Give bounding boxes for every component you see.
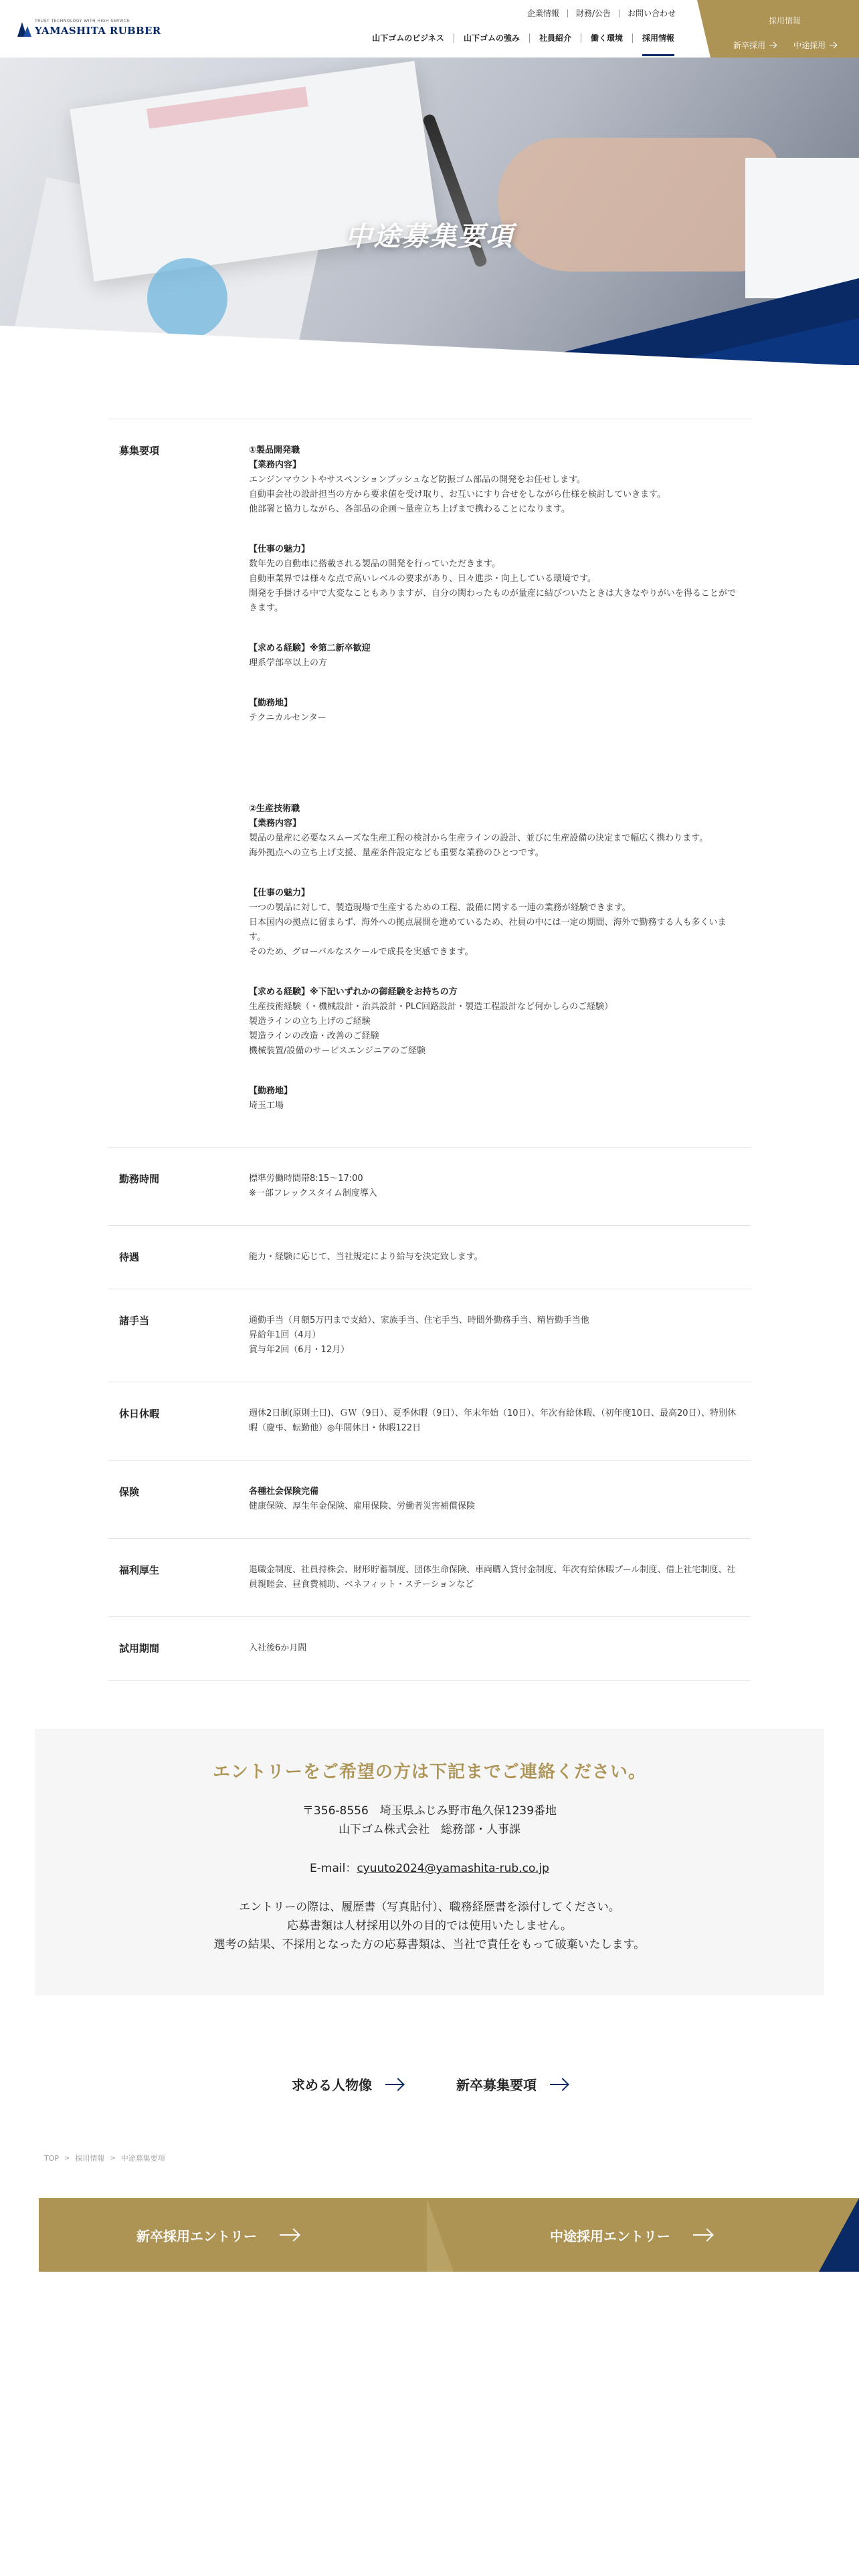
- top-link-company[interactable]: 企業情報: [527, 9, 559, 18]
- block-heading: 【求める経験】※下記いずれかの御経験をお持ちの方: [249, 987, 458, 997]
- recruit-link-new-grad-label: 新卒採用: [733, 41, 765, 50]
- logo-mark-icon: [17, 21, 32, 37]
- table-row-allowances: [108, 1289, 751, 1382]
- position-title: ②生産技術職: [249, 804, 300, 814]
- position-block: [249, 542, 737, 616]
- email-label: E-mail：: [310, 1862, 357, 1875]
- block-line: 生産技術経験（・機械設計・治具設計・PLC回路設計・製造工程設計など何かしらのご経験）: [249, 1002, 613, 1012]
- row-body: [249, 1406, 751, 1436]
- row-label: 試用期間: [119, 1642, 160, 1654]
- table-row-hours: [108, 1148, 751, 1226]
- position-block: [249, 1084, 737, 1113]
- row-body: [249, 1641, 751, 1656]
- row-line: 週休2日制(原則土日)、ＧＷ（9日）、夏季休暇（9日）、年末年始（10日）、年次有給休暇、（初年度10日、最高20日）、特別休暇（慶弔、転勤他）◎年間休日・休暇122日: [249, 1408, 737, 1433]
- row-body: [249, 1250, 751, 1265]
- block-heading: 【業務内容】: [249, 460, 302, 470]
- link-ideal-candidate-label: 求める人物像: [292, 2077, 372, 2093]
- requirements-table: [108, 419, 751, 1681]
- entry-banner: [39, 2198, 859, 2272]
- mid-career-entry-label: 中途採用エントリー: [550, 2228, 670, 2244]
- row-line: ※一部フレックスタイム制度導入: [249, 1188, 377, 1198]
- spacer: [249, 751, 737, 802]
- row-line: 賞与年2回（6月・12月）: [249, 1345, 350, 1355]
- entry-divider: [427, 2198, 454, 2272]
- block-line: 海外拠点への立ち上げ支援、量産条件設定なども重要な業務のひとつです。: [249, 848, 544, 858]
- row-line: 能力・経験に応じて、当社規定により給与を決定致します。: [249, 1252, 483, 1262]
- arrow-right-icon: [280, 2234, 298, 2236]
- row-body: [249, 1485, 751, 1514]
- row-line: 昇給年1回（4月）: [249, 1330, 321, 1340]
- block-line: 製造ラインの立ち上げのご経験: [249, 1016, 371, 1027]
- recruit-link-mid-career[interactable]: [793, 39, 836, 51]
- block-line: 開発を手掛ける中で大変なこともありますが、自分の関わったものが量産に結びついたときは大きなやりがいを得ることができます。: [249, 588, 736, 613]
- row-label: 募集要項: [119, 445, 160, 457]
- table-row-insurance: [108, 1461, 751, 1539]
- contact-address: 〒356-8556 埼玉県ふじみ野市亀久保1239番地: [302, 1804, 557, 1818]
- row-line: 入社後6か月間: [249, 1643, 307, 1653]
- contact-department: 山下ゴム株式会社 総務部・人事課: [339, 1823, 520, 1836]
- block-line: 日本国内の拠点に留まらず、海外への拠点展開を進めているため、社員の中には一定の期間、海外で勤務する人も多くいます。: [249, 918, 727, 942]
- block-line: エンジンマウントやサスペンションブッシュなど防振ゴム部品の開発をお任せします。: [249, 475, 586, 485]
- row-label: 待遇: [119, 1251, 140, 1263]
- row-line: 標準労働時間帯8:15～17:00: [249, 1174, 363, 1184]
- position-block: [249, 817, 737, 861]
- position-block: [249, 641, 737, 671]
- block-heading: 【仕事の魅力】: [249, 888, 310, 898]
- arrow-right-icon: [693, 2234, 712, 2236]
- recruit-panel-title: 採用情報: [768, 16, 801, 25]
- top-link-finance[interactable]: 財務/公告: [567, 9, 619, 17]
- site-header: [0, 0, 859, 58]
- link-new-grad-requirements-label: 新卒募集要項: [456, 2077, 537, 2093]
- position-block: [249, 985, 737, 1059]
- entry-navy-accent: [819, 2198, 859, 2272]
- table-row-compensation: [108, 1226, 751, 1289]
- new-grad-entry-button[interactable]: [136, 2198, 298, 2272]
- block-line: 製品の量産に必要なスムーズな生産工程の検討から生産ラインの設計、並びに生産設備の決定まで幅広く携わります。: [249, 833, 708, 843]
- arrow-right-icon: [550, 2084, 567, 2085]
- block-line: テクニカルセンター: [249, 713, 326, 723]
- block-line: 機械装置/設備のサービスエンジニアのご経験: [249, 1046, 426, 1056]
- main-nav: [363, 33, 684, 43]
- block-heading: 【求める経験】※第二新卒歓迎: [249, 643, 371, 653]
- block-line: 他部署と協力しながら、各部品の企画～量産立ち上げまで携わることになります。: [249, 504, 570, 514]
- recruit-link-new-grad[interactable]: [733, 39, 776, 51]
- logo-tagline: TRUST TECHNOLOGY WITH HIGH SERVICE: [35, 19, 130, 23]
- nav-item-recruit[interactable]: 採用情報: [632, 33, 684, 43]
- new-grad-entry-label: 新卒採用エントリー: [136, 2228, 257, 2244]
- nav-item-employees[interactable]: 社員紹介: [529, 33, 581, 43]
- breadcrumb-recruit[interactable]: 採用情報: [75, 2154, 105, 2163]
- row-body: [249, 443, 751, 1123]
- block-heading: 【勤務地】: [249, 1086, 293, 1096]
- row-label: 諸手当: [119, 1315, 150, 1327]
- breadcrumb: [44, 2153, 859, 2163]
- row-body: [249, 1563, 751, 1592]
- recruit-link-mid-career-label: 中途採用: [793, 41, 826, 50]
- table-row-requirements: [108, 419, 751, 1148]
- row-body: [249, 1313, 751, 1358]
- position-title: ①製品開発職: [249, 445, 300, 455]
- row-body: [249, 1172, 751, 1201]
- position-block: [249, 696, 737, 726]
- link-ideal-candidate[interactable]: [292, 2074, 403, 2094]
- contact-note: エントリーの際は、履歴書（写真貼付）、職務経歴書を添付してください。: [239, 1901, 620, 1914]
- block-line: 理系学部卒以上の方: [249, 658, 328, 668]
- block-heading: 【勤務地】: [249, 698, 293, 708]
- logo-name: YAMASHITA RUBBER: [35, 25, 161, 37]
- mid-career-entry-button[interactable]: [550, 2198, 712, 2272]
- hero-banner: [0, 58, 859, 365]
- block-heading: 【仕事の魅力】: [249, 544, 310, 554]
- contact-note: 応募書類は人材採用以外の目的では使用いたしません。: [286, 1919, 573, 1933]
- row-label: 福利厚生: [119, 1564, 160, 1576]
- block-line: 製造ラインの改造・改善のご経験: [249, 1031, 379, 1041]
- position-block: [249, 458, 737, 517]
- contact-note: 選考の結果、不採用となった方の応募書類は、当社で責任をもって破棄いたします。: [213, 1938, 646, 1951]
- recruit-panel: [710, 0, 859, 58]
- hero-bottom-slope: [0, 326, 859, 365]
- chevron-right-icon: >: [110, 2154, 116, 2162]
- block-heading: 【業務内容】: [249, 819, 302, 829]
- top-link-contact[interactable]: お問い合わせ: [619, 9, 684, 17]
- position-block: [249, 886, 737, 960]
- nav-item-business[interactable]: 山下ゴムのビジネス: [372, 33, 444, 43]
- nav-item-strengths[interactable]: 山下ゴムの強み: [454, 33, 529, 43]
- table-row-holidays: [108, 1382, 751, 1461]
- block-line: 埼玉工場: [249, 1101, 284, 1111]
- row-label: 休日休暇: [119, 1408, 160, 1420]
- block-line: 数年先の自動車に搭載される製品の開発を行っていただきます。: [249, 559, 500, 569]
- page-title: 中途募集要項: [345, 221, 514, 252]
- utility-nav: [519, 9, 684, 17]
- row-label: 勤務時間: [119, 1173, 160, 1185]
- contact-email-line: [35, 1859, 824, 1878]
- row-line: 通勤手当（月額5万円まで支給）、家族手当、住宅手当、時間外勤務手当、精皆勤手当他: [249, 1315, 589, 1325]
- nav-item-environment[interactable]: 働く環境: [581, 33, 632, 43]
- row-line: 退職金制度、社員持株会、財形貯蓄制度、団体生命保険、車両購入貸付金制度、年次有給休暇プール制度、借上社宅制度、社員親睦会、昼食費補助、ベネフィット・ステーションなど: [249, 1565, 736, 1590]
- row-line: 健康保険、厚生年金保険、雇用保険、労働者災害補償保険: [249, 1501, 476, 1511]
- link-new-grad-requirements[interactable]: [456, 2074, 567, 2094]
- row-bold-line: 各種社会保険完備: [249, 1487, 319, 1497]
- breadcrumb-current: 中途募集要項: [120, 2154, 165, 2163]
- table-row-probation: [108, 1617, 751, 1681]
- block-line: 一つの製品に対して、製造現場で生産するための工程、設備に関する一連の業務が経験できます。: [249, 903, 631, 913]
- row-label: 保険: [119, 1486, 140, 1498]
- contact-email-link[interactable]: cyuuto2024@yamashita-rub.co.jp: [357, 1862, 549, 1875]
- chevron-right-icon: >: [64, 2154, 70, 2162]
- contact-box: [35, 1729, 824, 1996]
- block-line: 自動車業界では様々な点で高いレベルの要求があり、日々進歩・向上している環境です。: [249, 574, 596, 584]
- block-line: 自動車会社の設計担当の方から要求値を受け取り、お互いにすり合せをしながら仕様を検討していきます。: [249, 490, 666, 500]
- contact-title: エントリーをご希望の方は下記までご連絡ください。: [212, 1762, 646, 1782]
- arrow-right-icon: [385, 2084, 403, 2085]
- table-row-benefits: [108, 1539, 751, 1617]
- related-links: [0, 2074, 859, 2094]
- company-logo[interactable]: [17, 19, 161, 37]
- breadcrumb-top[interactable]: TOP: [44, 2153, 60, 2163]
- block-line: そのため、グローバルなスケールで成長を実感できます。: [249, 947, 474, 957]
